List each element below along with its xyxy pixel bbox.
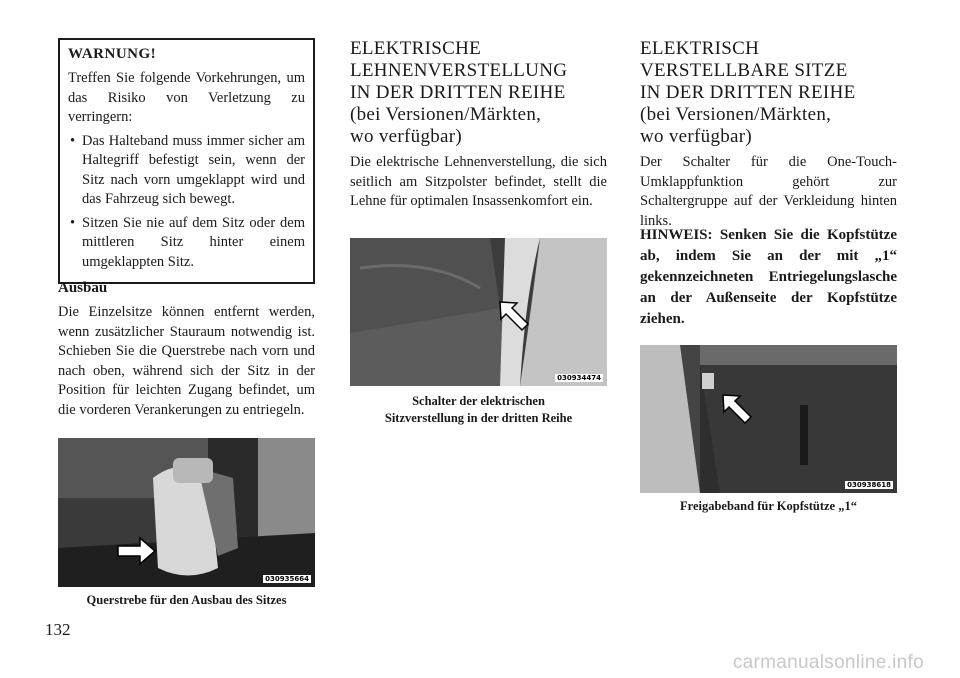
image-code: 030934474 — [557, 374, 601, 382]
headrest-caption: Freigabeband für Kopfstütze „1“ — [680, 499, 857, 513]
warning-title: WARNUNG! — [68, 46, 157, 62]
heading-line: wo verfügbar) — [350, 126, 463, 147]
recline-switch-photo — [350, 238, 607, 386]
removal-caption: Querstrebe für den Ausbau des Sitzes — [86, 593, 287, 607]
warning-bullet: • Sitzen Sie nie auf dem Sitz oder dem mittleren Sitz hinter einem umgeklappten Sitz. — [68, 214, 305, 273]
removal-heading: Ausbau — [58, 280, 108, 296]
adjustable-text: Der Schalter für die One-Touch-Umklappfunktion gehört zur Schaltergruppe auf der Verkleidung hinten links. — [640, 154, 897, 229]
heading-line: (bei Versionen/Märkten, — [640, 104, 832, 125]
heading-line: (bei Versionen/Märkten, — [350, 104, 542, 125]
seat-removal-photo — [58, 438, 315, 587]
heading-line: ELEKTRISCHE — [350, 38, 482, 59]
recline-text: Die elektrische Lehnenverstellung, die sich seitlich am Sitzpolster befindet, stellt die Lehne für optimalen Insassenkomfort ein. — [350, 154, 607, 209]
warning-bullet-list — [68, 132, 305, 273]
caption-line: Schalter der elektrischen — [412, 394, 545, 408]
headrest-strap-photo — [640, 345, 897, 493]
heading-line: ELEKTRISCH — [640, 38, 760, 59]
heading-line: LEHNENVERSTELLUNG — [350, 60, 568, 81]
heading-line: IN DER DRITTEN REIHE — [350, 82, 566, 103]
caption-line: Sitzverstellung in der dritten Reihe — [384, 411, 573, 425]
recline-caption — [350, 393, 607, 427]
image-code: 030935664 — [265, 575, 309, 583]
removal-text: Die Einzelsitze können entfernt werden, wenn zusätzlicher Stauraum notwendig ist. Schieben Sie die Querstrebe nach vorn und nach oben, während sich der Sitz in der Position für leichten Zugang befindet, um die vorderen Verankerungen zu entriegeln. — [58, 304, 315, 418]
warning-box — [58, 38, 315, 284]
heading-line: VERSTELLBARE SITZE — [640, 60, 848, 81]
watermark: carmanualsonline.info — [732, 652, 924, 673]
heading-line: IN DER DRITTEN REIHE — [640, 82, 856, 103]
headrest-note: HINWEIS: Senken Sie die Kopfstütze ab, indem Sie an der mit „1“ gekennzeichneten Entriegelungslasche an der Außenseite der Kopfstütze ziehen. — [640, 227, 897, 327]
recline-heading — [350, 38, 607, 148]
page-number: 132 — [45, 620, 71, 639]
adjustable-heading — [640, 38, 897, 148]
heading-line: wo verfügbar) — [640, 126, 753, 147]
warning-bullet: • Das Halteband muss immer sicher am Haltegriff befestigt sein, wenn der Sitz nach vorn umgeklappt wird und das Fahrzeug sich bewegt. — [68, 132, 305, 210]
warning-intro: Treffen Sie folgende Vorkehrungen, um das Risiko von Verletzung zu verringern: — [68, 70, 305, 125]
image-code: 030938618 — [847, 481, 891, 489]
